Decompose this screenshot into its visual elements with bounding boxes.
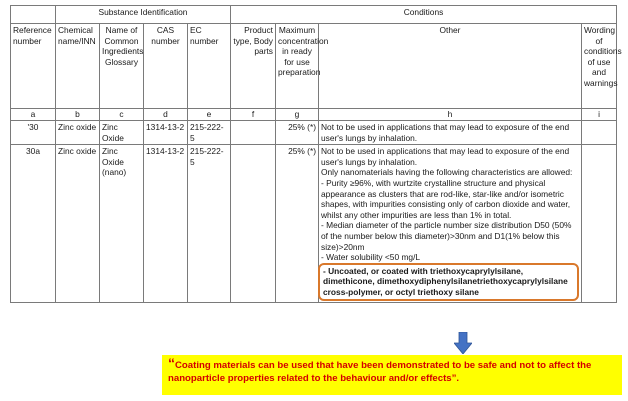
substance-identification-header: Substance Identification	[56, 6, 231, 24]
max-concentration-header: Maximum concentration in ready for use preparation	[276, 24, 319, 109]
other-cell	[319, 121, 582, 145]
column-letter: b	[56, 109, 100, 121]
other-text: Only nanomaterials having the following characteristics are allowed:	[321, 167, 573, 178]
close-quote: ”.	[451, 373, 460, 384]
column-letter: h	[319, 109, 582, 121]
ref-cell: 30a	[11, 145, 56, 302]
down-arrow-icon	[454, 332, 472, 354]
column-letter: d	[144, 109, 188, 121]
column-letter: c	[100, 109, 144, 121]
column-letter: f	[231, 109, 276, 121]
blank-group-cell	[11, 6, 56, 24]
chemical-cell: Zinc oxide	[56, 145, 100, 302]
other-header: Other	[319, 24, 582, 109]
wording-cell	[582, 145, 617, 302]
conditions-header: Conditions	[231, 6, 617, 24]
other-cell	[319, 145, 582, 302]
callout-text: Coating materials can be used that have been demonstrated to be safe and not to affect the nanoparticle properties related to the behaviour and/or effects	[168, 360, 592, 384]
glossary-name-header: Name of Common Ingredients Glossary	[100, 24, 144, 109]
ref-cell: '30	[11, 121, 56, 145]
max-concentration-cell: 25% (*)	[276, 121, 319, 145]
wording-cell	[582, 121, 617, 145]
column-letter: a	[11, 109, 56, 121]
glossary-cell: Zinc Oxide (nano)	[100, 145, 144, 302]
wording-header: Wording of conditions of use and warnings	[582, 24, 617, 109]
column-letter: e	[188, 109, 231, 121]
other-text: - Water solubility <50 mg/L	[321, 252, 421, 263]
other-text: - Purity ≥96%, with wurtzite crystalline structure and physical appearance as clusters that are rod-like, star-like and/or isometric shapes, with impurities consisting only of carbon dioxide and water, whilst any other impurities are less than 1% in total.	[321, 177, 571, 220]
cas-number-header: CAS number	[144, 24, 188, 109]
chemical-cell: Zinc oxide	[56, 121, 100, 145]
column-letter-row	[11, 109, 617, 121]
glossary-cell: Zinc Oxide	[100, 121, 144, 145]
product-type-header: Product type, Body parts	[231, 24, 276, 109]
other-text: - Median diameter of the particle number size distribution D50 (50% of the number below this diameter)>30nm and D1(1% below this size)>20nm	[321, 220, 572, 252]
cas-cell: 1314-13-2	[144, 145, 188, 302]
coating-callout	[162, 355, 622, 395]
cas-cell: 1314-13-2	[144, 121, 188, 145]
other-text: Not to be used in applications that may lead to exposure of the end user's lungs by inhalation.	[321, 122, 570, 143]
ec-cell: 215-222-5	[188, 145, 231, 302]
table-row	[11, 145, 617, 302]
product-cell	[231, 121, 276, 145]
ec-number-header: EC number	[188, 24, 231, 109]
product-cell	[231, 145, 276, 302]
open-quote: “	[168, 355, 175, 371]
ec-cell: 215-222-5	[188, 121, 231, 145]
reference-number-header: Reference number	[11, 24, 56, 109]
chemical-name-header: Chemical name/INN	[56, 24, 100, 109]
table-row	[11, 121, 617, 145]
regulation-table	[10, 5, 622, 303]
coating-highlight-box: - Uncoated, or coated with triethoxycaprylylsilane, dimethicone, dimethoxydiphenylsilanetriethoxycaprylylsilane cross-polymer, or octyl triethoxy silane	[318, 263, 579, 301]
max-concentration-cell: 25% (*)	[276, 145, 319, 302]
column-letter: g	[276, 109, 319, 121]
other-text: Not to be used in applications that may lead to exposure of the end user's lungs by inhalation.	[321, 146, 570, 167]
column-letter: i	[582, 109, 617, 121]
